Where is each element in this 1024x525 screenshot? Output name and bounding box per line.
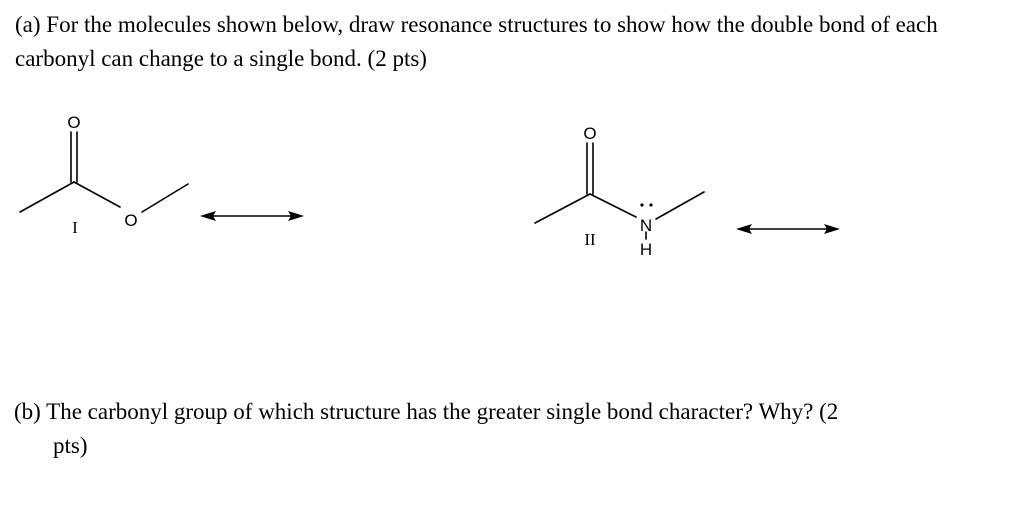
- molecule-2-hydrogen: H: [639, 240, 653, 259]
- molecule-2-bonds: [535, 143, 704, 239]
- molecule-1-bonds: [20, 132, 188, 212]
- question-b-line-1: (b) The carbonyl group of which structure has the greater single bond character? Why? (2: [14, 399, 839, 424]
- molecule-figure: [0, 100, 1024, 270]
- resonance-arrow-1: [200, 211, 304, 221]
- question-b-line-2: pts): [53, 433, 88, 458]
- nitrogen-lone-pair: [640, 203, 652, 206]
- resonance-arrow-2: [736, 224, 840, 234]
- molecule-1-carbonyl-oxygen: O: [67, 113, 81, 132]
- molecule-2-carbonyl-oxygen: O: [583, 124, 597, 143]
- molecule-2-nitrogen: N: [639, 216, 653, 235]
- molecule-1-ester-oxygen: O: [124, 211, 138, 230]
- question-a: (a) For the molecules shown below, draw resonance structures to show how the double bond of each carbonyl can change to a single bond. (2 pts): [15, 12, 938, 71]
- molecule-1-label: I: [72, 218, 78, 237]
- molecule-2-label: II: [584, 230, 596, 249]
- question-b: [14, 395, 1004, 463]
